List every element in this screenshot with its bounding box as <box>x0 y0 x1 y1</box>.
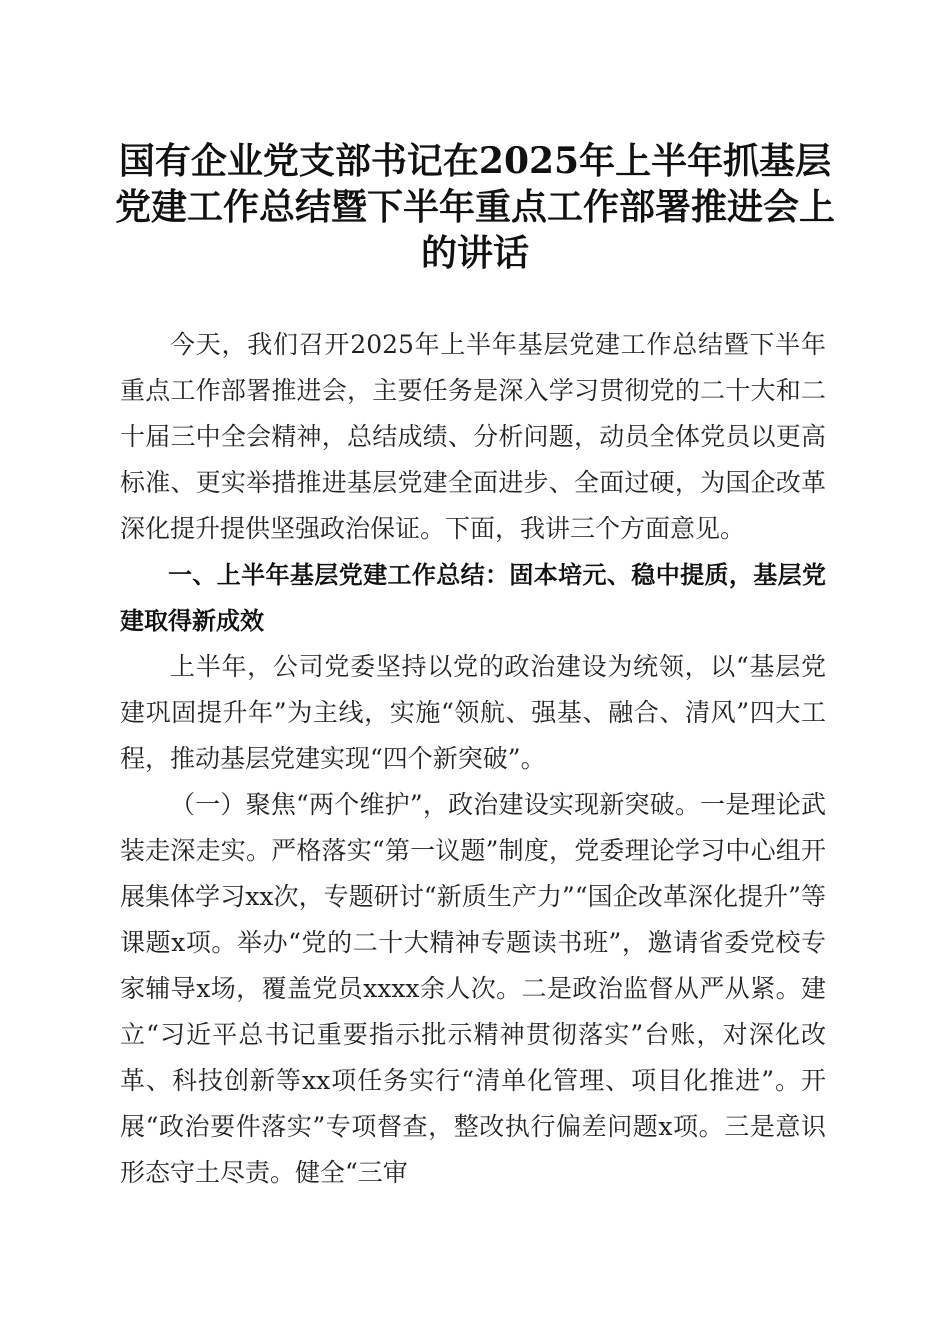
document-title: 国有企业党支部书记在2025年上半年抓基层党建工作总结暨下半年重点工作部署推进会上的讲话 <box>114 140 835 274</box>
intro-paragraph: 今天，我们召开2025年上半年基层党建工作总结暨下半年重点工作部署推进会，主要任务是深入学习贯彻党的二十大和二十届三中全会精神，总结成绩、分析问题，动员全体党员以更高标准、更实举措推进基层党建全面进步、全面过硬，为国企改革深化提升提供坚强政治保证。下面，我讲三个方面意见。 <box>120 330 826 543</box>
section-heading-1: 一、上半年基层党建工作总结：固本培元、稳中提质，基层党建取得新成效 <box>120 561 826 635</box>
document-body <box>120 322 826 1196</box>
section-1-paragraph: （一）聚焦“两个维护”，政治建设实现新突破。一是理论武装走深走实。严格落实“第一议题”制度，党委理论学习中心组开展集体学习xx次，专题研讨“新质生产力”“国企改革深化提升”等课题x项。举办“党的二十大精神专题读书班”，邀请省委党校专家辅导x场，覆盖党员xxxx余人次。二是政治监督从严从紧。建立“习近平总书记重要指示批示精神贯彻落实”台账，对深化改革、科技创新等xx项任务实行“清单化管理、项目化推进”。开展“政治要件落实”专项督查，整改执行偏差问题x项。三是意识形态守土尽责。健全“三审 <box>120 790 826 1187</box>
summary-paragraph: 上半年，公司党委坚持以党的政治建设为统领，以“基层党建巩固提升年”为主线，实施“领航、强基、融合、清风”四大工程，推动基层党建实现“四个新突破”。 <box>120 652 826 773</box>
